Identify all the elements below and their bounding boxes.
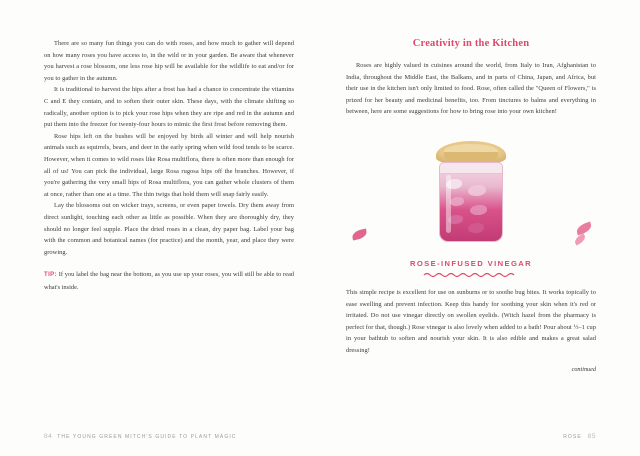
folio-number-right: 85 [587, 433, 596, 440]
right-page [320, 38, 596, 404]
tip-block [44, 269, 294, 293]
jar-graphic [434, 135, 508, 242]
paragraph: Lay the blossoms out on wicker trays, screens, or even paper towels. Dry them away from direct sunlight, touching each other as little as possible. When they are thoroughly dry, they should no longer feel supple. Place the dried roses in a clean, dry paper bag. Label your bag with the common and botanical names (for practice) and the month, year, and place they were growing. [44, 202, 294, 256]
recipe-body: This simple recipe is excellent for use on sunburns or to soothe bug bites. It works topically to ease swelling and prevent infection. Keep this handy for soothing your skin when it's red or irritated. Do not use vinegar directly on swollen eyelids. (Witch hazel from the pharmacy is perfect for that, though.) Rose vinegar is also lovely when added to a bath! Pour about ½–1 cup in your bathtub to soften and nourish your skin. It is also edible and makes a great salad dressing! [346, 288, 596, 354]
recipe-heading: ROSE-INFUSED VINEGAR [409, 258, 533, 268]
paragraph: Rose hips left on the bushes will be enjoyed by birds all winter and will help nourish animals such as squirrels, bears, and deer in the early spring when wild food tends to be scarce. However, when it comes to wild roses like Rosa multiflora, there is often more than enough for all of us! You can pick the individual, large Rosa rugosa hips off the branches. However, if you're gathering the very small hips of Rosa multiflora, you can gather whole clusters of them at once, rather than one at a time. The thin twigs that hold them will snap fairly easily. [44, 132, 294, 198]
left-page [44, 38, 320, 404]
page-footer [44, 433, 596, 440]
jar-cloth-lid [434, 135, 508, 165]
tip-label: TIP: [44, 272, 57, 279]
illustration-jar-of-rose-infused-vinegar [346, 127, 596, 255]
continued-note: continued [571, 365, 596, 373]
folio-number-left: 84 [44, 433, 53, 440]
rose-petal-icon [351, 229, 368, 241]
paragraph: Roses are highly valued in cuisines around the world, from Italy to Iran, Afghanistan to India, throughout the Middle East, the Balkans, and in parts of China, Japan, and Africa, but their use in the kitchen isn't only limited to food. Rose, often called the "Queen of Flowers," is prized for her beauty and medicinal benefits, too. From tinctures to balms and everything in between, here are some suggestions for how to bring rose into your own kitchen! [346, 62, 596, 116]
paragraph: It is traditional to harvest the hips after a frost has had a chance to concentrate the vitamins C and E they contain, and to soften their outer skin. These days, with the climate shifting so radically, another option is to pick your rose hips when they are ripe and red in the autumn and put them into the freezer for twenty-four hours to mimic the first frost before removing them. [44, 86, 294, 129]
running-head-left: THE YOUNG GREEN MITCH'S GUIDE TO PLANT MAGIC [57, 433, 237, 440]
rose-petal-icon [575, 222, 593, 236]
footer-left [44, 433, 237, 440]
squiggle-divider-icon [423, 272, 519, 278]
footer-right [563, 433, 596, 440]
section-title: Creativity in the Kitchen [412, 38, 530, 49]
paragraph: There are so many fun things you can do with roses, and how much to gather will depend on how many roses you have access to, in the wild or in your garden. Be aware that whenever you harvest a rose blossom, one less rose hip will be available for the wildlife to eat and/or for you to gather in the autumn. [44, 40, 294, 82]
rose-petal-icon [573, 233, 587, 245]
jar-body [439, 162, 503, 242]
tip-text: If you label the bag near the bottom, as you use up your roses, you will still be able to read what's inside. [44, 271, 294, 291]
running-head-right: ROSE [563, 433, 582, 440]
